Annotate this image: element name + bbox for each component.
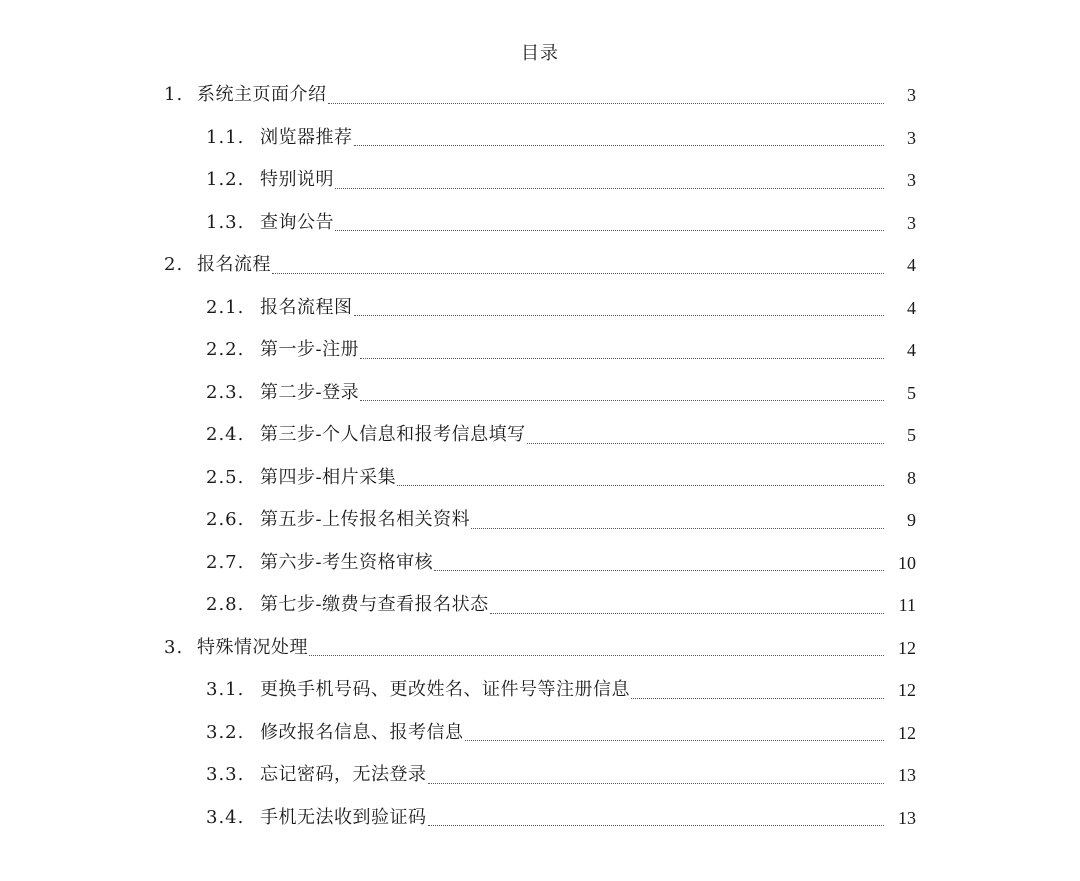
toc-subsection-entry[interactable] (0, 797, 1080, 840)
toc-entry-number: 1.1. (206, 126, 245, 148)
toc-entry-label: 忘记密码，无法登录 (260, 764, 427, 786)
toc-entry-page-number: 11 (898, 595, 916, 616)
toc-dot-leader (335, 230, 884, 231)
toc-subsection-entry[interactable] (0, 287, 1080, 330)
toc-dot-leader (631, 698, 884, 699)
toc-subsection-entry[interactable] (0, 457, 1080, 500)
toc-dot-leader (527, 443, 884, 444)
toc-entry-label: 第六步-考生资格审核 (260, 551, 434, 573)
toc-entry-label: 浏览器推荐 (260, 126, 353, 148)
toc-entry-page-number: 5 (907, 425, 916, 446)
toc-dot-leader (471, 528, 884, 529)
toc-entry-label: 第二步-登录 (260, 381, 360, 403)
toc-subsection-entry[interactable] (0, 754, 1080, 797)
toc-dot-leader (434, 570, 884, 571)
toc-entry-number: 3. (164, 636, 184, 658)
toc-entry-number: 3.2. (206, 721, 245, 743)
toc-entry-number: 2.2. (206, 339, 245, 361)
toc-dot-leader (465, 740, 885, 741)
toc-entry-label: 第三步-个人信息和报考信息填写 (260, 424, 526, 446)
toc-entry-page-number: 13 (898, 807, 916, 828)
toc-entry-page-number: 12 (898, 637, 916, 658)
toc-entry-label: 第一步-注册 (260, 339, 360, 361)
toc-entry-page-number: 13 (898, 765, 916, 786)
toc-subsection-entry[interactable] (0, 117, 1080, 160)
toc-entry-number: 1. (164, 84, 184, 106)
toc-entry-page-number: 10 (898, 552, 916, 573)
toc-entry-page-number: 12 (898, 722, 916, 743)
toc-title: 目录 (521, 43, 559, 64)
toc-entry-label: 第七步-缴费与查看报名状态 (260, 594, 489, 616)
toc-entry-number: 2.3. (206, 381, 245, 403)
toc-dot-leader (397, 485, 884, 486)
toc-subsection-entry[interactable] (0, 669, 1080, 712)
toc-section-entry[interactable] (0, 627, 1080, 670)
toc-entry-number: 3.1. (206, 679, 245, 701)
toc-dot-leader (309, 655, 884, 656)
toc-entry-number: 1.3. (206, 211, 245, 233)
toc-entry-page-number: 4 (907, 297, 916, 318)
toc-entry-page-number: 3 (907, 127, 916, 148)
toc-dot-leader (272, 273, 884, 274)
toc-subsection-entry[interactable] (0, 329, 1080, 372)
toc-subsection-entry[interactable] (0, 712, 1080, 755)
toc-entry-number: 2.5. (206, 466, 245, 488)
toc-dot-leader (354, 315, 885, 316)
toc-dot-leader (354, 145, 885, 146)
toc-entry-page-number: 3 (907, 170, 916, 191)
toc-dot-leader (360, 400, 884, 401)
toc-entry-label: 特别说明 (260, 169, 334, 191)
toc-entry-number: 3.3. (206, 764, 245, 786)
toc-entry-number: 3.4. (206, 806, 245, 828)
toc-subsection-entry[interactable] (0, 414, 1080, 457)
toc-dot-leader (335, 188, 884, 189)
toc-entry-number: 2.8. (206, 594, 245, 616)
toc-subsection-entry[interactable] (0, 542, 1080, 585)
toc-entry-label: 系统主页面介绍 (197, 84, 327, 106)
toc-entry-number: 2. (164, 254, 184, 276)
toc-entry-page-number: 3 (907, 212, 916, 233)
toc-dot-leader (428, 825, 885, 826)
toc-entry-page-number: 9 (907, 510, 916, 531)
toc-entry-number: 2.1. (206, 296, 245, 318)
toc-entry-number: 2.4. (206, 424, 245, 446)
toc-entry-label: 更换手机号码、更改姓名、证件号等注册信息 (260, 679, 630, 701)
table-of-contents (0, 74, 1080, 839)
toc-subsection-entry[interactable] (0, 372, 1080, 415)
toc-subsection-entry[interactable] (0, 159, 1080, 202)
toc-dot-leader (360, 358, 884, 359)
toc-dot-leader (490, 613, 884, 614)
toc-entry-label: 修改报名信息、报考信息 (260, 721, 464, 743)
toc-entry-label: 特殊情况处理 (197, 636, 308, 658)
toc-entry-page-number: 5 (907, 382, 916, 403)
toc-entry-label: 报名流程 (197, 254, 271, 276)
toc-subsection-entry[interactable] (0, 499, 1080, 542)
toc-entry-page-number: 8 (907, 467, 916, 488)
toc-entry-label: 第五步-上传报名相关资料 (260, 509, 471, 531)
toc-subsection-entry[interactable] (0, 202, 1080, 245)
toc-entry-page-number: 3 (907, 85, 916, 106)
toc-entry-label: 报名流程图 (260, 296, 353, 318)
toc-entry-label: 手机无法收到验证码 (260, 806, 427, 828)
toc-entry-label: 第四步-相片采集 (260, 466, 397, 488)
toc-subsection-entry[interactable] (0, 584, 1080, 627)
toc-section-entry[interactable] (0, 74, 1080, 117)
toc-entry-page-number: 12 (898, 680, 916, 701)
toc-entry-page-number: 4 (907, 255, 916, 276)
toc-entry-number: 2.6. (206, 509, 245, 531)
toc-entry-number: 1.2. (206, 169, 245, 191)
toc-dot-leader (328, 103, 885, 104)
toc-entry-page-number: 4 (907, 340, 916, 361)
toc-entry-label: 查询公告 (260, 211, 334, 233)
toc-entry-number: 2.7. (206, 551, 245, 573)
toc-section-entry[interactable] (0, 244, 1080, 287)
toc-dot-leader (428, 783, 885, 784)
